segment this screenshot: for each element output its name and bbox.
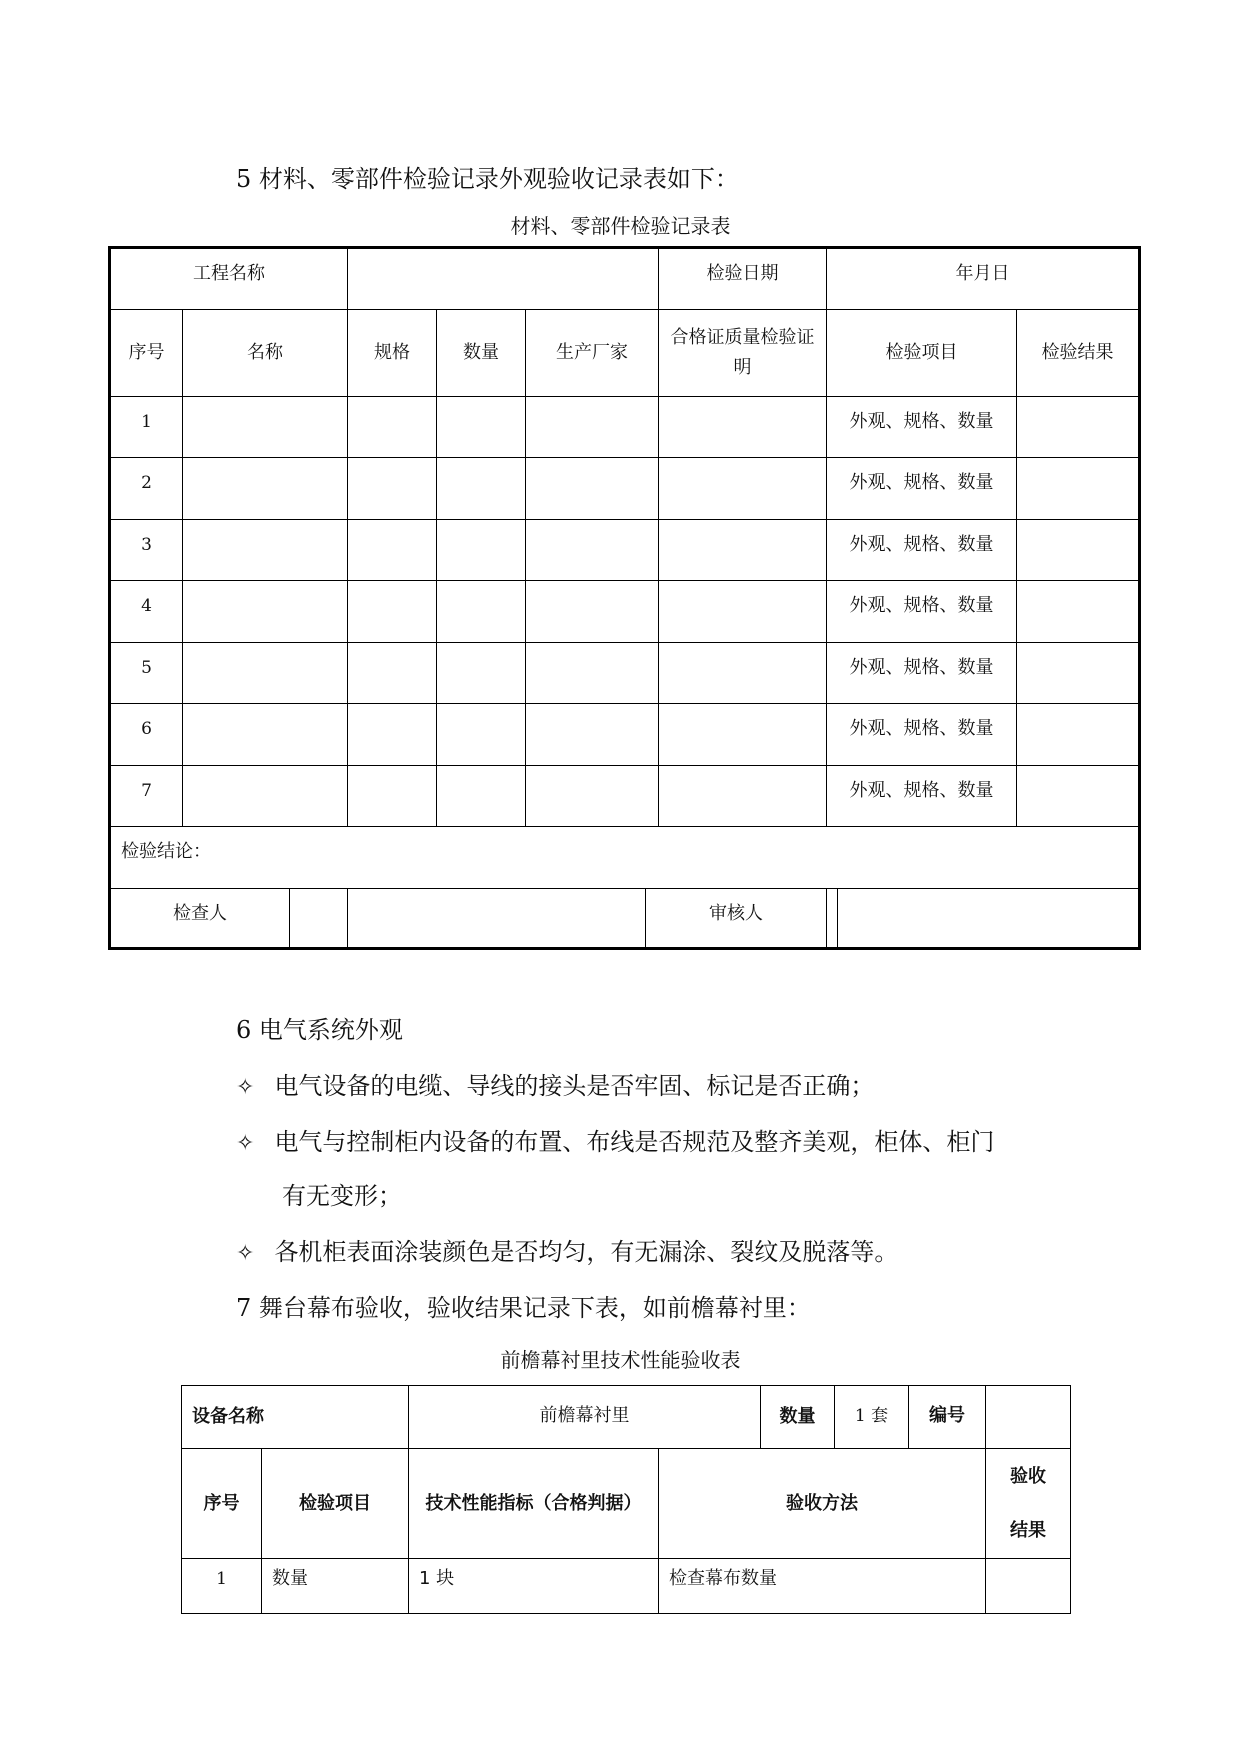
row-manufacturer[interactable] [526,704,659,765]
row-result[interactable] [1017,458,1140,519]
header-inspection-item: 检验项目 [827,310,1017,397]
row-spec[interactable] [348,458,437,519]
device-name-value: 前檐幕衬里 [409,1386,761,1449]
row-no: 7 [110,765,183,826]
row-no: 1 [110,397,183,458]
bullet-text: 电气设备的电缆、导线的接头是否牢固、标记是否正确； [274,1072,875,1100]
row-name[interactable] [183,765,348,826]
header-no: 序号 [182,1449,262,1559]
inspector-value[interactable] [289,889,347,947]
bullet-item [236,1126,994,1160]
header-spec: 规格 [348,310,437,397]
row-no: 2 [110,458,183,519]
header-acceptance-result-line2: 结果 [1010,1519,1046,1541]
row-no: 1 [182,1559,262,1614]
row-manufacturer[interactable] [526,581,659,642]
row-spec-criteria: 1 块 [409,1559,659,1614]
row-inspection-item: 外观、规格、数量 [827,765,1017,826]
table-row [110,765,1140,826]
curtain-acceptance-table [181,1385,1071,1614]
row-spec[interactable] [348,397,437,458]
inspector-value-cont[interactable] [348,889,645,947]
row-quantity[interactable] [437,765,526,826]
device-name-label: 设备名称 [182,1386,409,1449]
row-spec[interactable] [348,704,437,765]
serial-value[interactable] [986,1386,1071,1449]
row-inspection-item: 外观、规格、数量 [827,458,1017,519]
reviewer-label: 审核人 [645,889,826,947]
row-acceptance-method: 检查幕布数量 [659,1559,986,1614]
row-inspection-item: 数量 [262,1559,409,1614]
row-quantity[interactable] [437,642,526,703]
header-inspection-item: 检验项目 [262,1449,409,1559]
row-name[interactable] [183,581,348,642]
header-acceptance-result-line1: 验收 [1010,1465,1046,1487]
header-quantity: 数量 [437,310,526,397]
diamond-bullet-icon: ✧ [236,1075,255,1100]
row-result[interactable] [1017,765,1140,826]
row-no: 5 [110,642,183,703]
table-row [110,397,1140,458]
row-quantity[interactable] [437,704,526,765]
row-inspection-item: 外观、规格、数量 [827,704,1017,765]
quantity-label: 数量 [761,1386,835,1449]
inspection-date-label: 检验日期 [659,248,827,310]
row-result[interactable] [1017,581,1140,642]
row-quantity[interactable] [437,458,526,519]
row-spec[interactable] [348,765,437,826]
row-quantity[interactable] [437,397,526,458]
project-name-value[interactable] [348,248,659,310]
table-row [110,642,1140,703]
row-certificate[interactable] [659,519,827,580]
table-2-title: 前檐幕衬里技术性能验收表 [500,1348,741,1372]
row-spec[interactable] [348,581,437,642]
section-7-heading: 7 舞台幕布验收，验收结果记录下表，如前檐幕衬里： [236,1294,811,1322]
row-no: 6 [110,704,183,765]
bullet-text: 电气与控制柜内设备的布置、布线是否规范及整齐美观，柜体、柜门 [274,1128,995,1156]
row-name[interactable] [183,519,348,580]
row-manufacturer[interactable] [526,642,659,703]
row-no: 3 [110,519,183,580]
header-name: 名称 [183,310,348,397]
row-spec[interactable] [348,519,437,580]
inspection-date-value: 年月日 [827,248,1140,310]
row-certificate[interactable] [659,397,827,458]
row-inspection-item: 外观、规格、数量 [827,581,1017,642]
section-6-heading: 6 电气系统外观 [236,1016,403,1044]
inspector-label: 检查人 [173,902,227,924]
table-1-title: 材料、零部件检验记录表 [510,214,731,238]
inspection-conclusion[interactable]: 检验结论： [110,827,1140,888]
row-no: 4 [110,581,183,642]
row-certificate[interactable] [659,458,827,519]
reviewer-value[interactable] [837,889,1138,947]
row-result[interactable] [1017,704,1140,765]
bullet-text-continued: 有无变形； [282,1182,402,1210]
row-name[interactable] [183,458,348,519]
header-no: 序号 [110,310,183,397]
table-row [110,519,1140,580]
inspection-record-table [108,246,1141,950]
table-row [110,581,1140,642]
row-quantity[interactable] [437,519,526,580]
row-manufacturer[interactable] [526,397,659,458]
section-5-heading: 5 材料、零部件检验记录外观验收记录表如下： [236,165,739,193]
header-inspection-result: 检验结果 [1017,310,1140,397]
row-manufacturer[interactable] [526,519,659,580]
row-certificate[interactable] [659,642,827,703]
row-certificate[interactable] [659,581,827,642]
row-name[interactable] [183,642,348,703]
row-manufacturer[interactable] [526,458,659,519]
row-manufacturer[interactable] [526,765,659,826]
header-manufacturer: 生产厂家 [526,310,659,397]
row-certificate[interactable] [659,704,827,765]
header-spec-criteria: 技术性能指标（合格判据） [409,1449,659,1559]
row-inspection-item: 外观、规格、数量 [827,642,1017,703]
header-certificate: 合格证质量检验证明 [659,310,827,397]
row-name[interactable] [183,704,348,765]
row-quantity[interactable] [437,581,526,642]
table-row [110,704,1140,765]
table-row [182,1559,1071,1614]
row-inspection-item: 外观、规格、数量 [827,519,1017,580]
row-result[interactable] [1017,642,1140,703]
row-result[interactable] [1017,397,1140,458]
row-acceptance-result[interactable] [986,1559,1071,1614]
diamond-bullet-icon: ✧ [236,1131,255,1156]
bullet-text: 各机柜表面涂装颜色是否均匀，有无漏涂、裂纹及脱落等。 [274,1238,899,1266]
serial-label: 编号 [909,1386,986,1449]
header-acceptance-method: 验收方法 [659,1449,986,1559]
row-spec[interactable] [348,642,437,703]
table-row [110,458,1140,519]
row-inspection-item: 外观、规格、数量 [827,397,1017,458]
row-result[interactable] [1017,519,1140,580]
diamond-bullet-icon: ✧ [236,1241,255,1266]
bullet-item [236,1070,874,1104]
bullet-item [236,1236,898,1270]
header-acceptance-result [986,1449,1071,1559]
row-certificate[interactable] [659,765,827,826]
quantity-value: 1 套 [835,1386,909,1449]
row-name[interactable] [183,397,348,458]
project-name-label: 工程名称 [110,248,348,310]
